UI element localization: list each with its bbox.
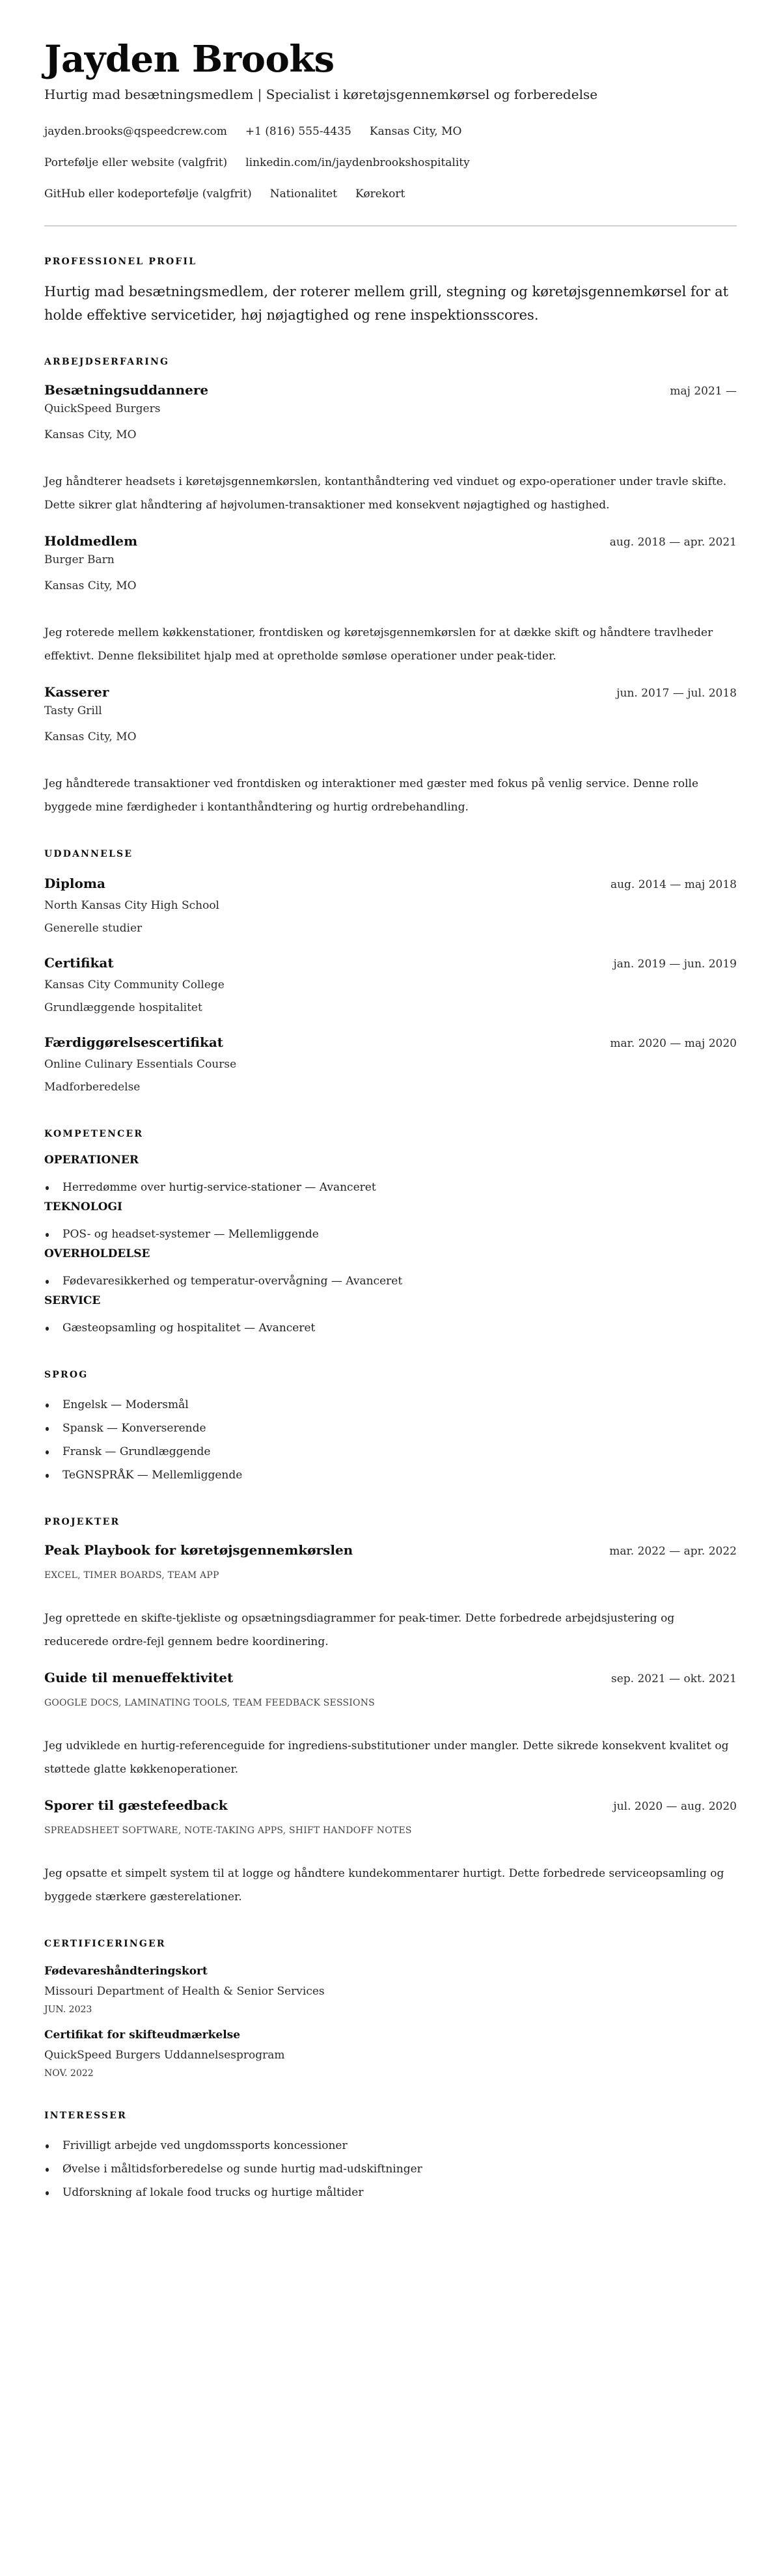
project-entry [44, 1668, 737, 1781]
section-title: SPROG [44, 1370, 89, 1380]
interest-item: Frivilligt arbejde ved ungdomssports koncessioner [62, 2134, 737, 2157]
project-description: Jeg oprettede en skifte-tjekliste og opsætningsdiagrammer for peak-timer. Dette forbedrede arbejdsjustering og reducerede ordre-fejl gennem bedre koordinering. [44, 1612, 675, 1648]
company-name: Tasty Grill [44, 704, 102, 717]
contact-info [44, 116, 737, 210]
location: Kansas City, MO [369, 125, 462, 138]
project-tools: GOOGLE DOCS, LAMINATING TOOLS, TEAM FEEDBACK SESSIONS [44, 1698, 375, 1708]
skill-category [44, 1293, 737, 1340]
project-entry [44, 1795, 737, 1909]
section-education [44, 848, 737, 1099]
header-divider [44, 225, 737, 227]
skill-category-title: SERVICE [44, 1294, 101, 1307]
skill-list [44, 1316, 737, 1340]
project-name: Guide til menueffektivitet [44, 1670, 234, 1685]
skill-category-title: OPERATIONER [44, 1154, 139, 1167]
nationality: Nationalitet [269, 187, 337, 201]
contact-row [44, 147, 737, 178]
section-languages [44, 1368, 737, 1487]
email-link[interactable]: jayden.brooks@qspeedcrew.com [44, 125, 227, 138]
drivers-license: Kørekort [355, 187, 405, 201]
job-description: Jeg håndterede transaktioner ved frontdisken og interaktioner med gæster med fokus på venlig service. Denne rolle byggede mine færdigheder i kontanthåndtering og hurtig ordrebehandling. [44, 777, 699, 814]
job-description: Jeg håndterer headsets i køretøjsgennemkørslen, kontanthåndtering ved vinduet og expo-operationer under travle skifte. Dette sikrer glat håndtering af højvolumen-transaktioner med konsekvent nøjagtighed og hastighed. [44, 475, 727, 512]
company-name: QuickSpeed Burgers [44, 402, 161, 415]
language-item: TeGNSPRÅK — Mellemliggende [62, 1463, 737, 1487]
linkedin-link[interactable]: linkedin.com/in/jaydenbrookshospitality [245, 156, 470, 169]
job-location: Kansas City, MO [44, 730, 137, 743]
section-interests [44, 2109, 737, 2204]
degree-title: Certifikat [44, 955, 114, 971]
language-item: Fransk — Grundlæggende [62, 1440, 737, 1463]
project-description: Jeg opsatte et simpelt system til at logge og håndtere kundekommentarer hurtigt. Dette forbedrede serviceopsamling og byggede stærkere gæsterelationer. [44, 1867, 724, 1904]
contact-row [44, 116, 737, 147]
job-title: Kasserer [44, 684, 109, 700]
section-title: KOMPETENCER [44, 1129, 144, 1139]
profile-summary: Hurtig mad besætningsmedlem, der roterer mellem grill, stegning og køretøjsgennemkørsel for at holde effektive servicetider, høj nøjagtighed og rene inspektionsscores. [44, 284, 729, 323]
field-of-study: Generelle studier [44, 922, 143, 935]
certification-date: JUN. 2023 [44, 2004, 92, 2015]
skill-item: Herredømme over hurtig-service-stationer — Avanceret [62, 1176, 737, 1199]
section-title: PROJEKTER [44, 1517, 120, 1527]
project-entry [44, 1540, 737, 1654]
certification-date: NOV. 2022 [44, 2068, 94, 2079]
job-title: Holdmedlem [44, 533, 138, 549]
section-projects [44, 1516, 737, 1909]
project-name: Sporer til gæstefeedback [44, 1797, 228, 1813]
skill-list [44, 1176, 737, 1199]
section-title: PROFESSIONEL PROFIL [44, 256, 197, 267]
certification-entry [44, 1962, 737, 2017]
skill-list [44, 1223, 737, 1246]
skill-category-title: TEKNOLOGI [44, 1200, 122, 1213]
language-list [44, 1393, 737, 1487]
field-of-study: Grundlæggende hospitalitet [44, 1001, 202, 1014]
degree-title: Diploma [44, 876, 105, 891]
project-description: Jeg udviklede en hurtig-referenceguide for ingrediens-substitutioner under mangler. Dette sikrede konsekvent kvalitet og støttede glatte køkkenoperationer. [44, 1739, 729, 1776]
interest-item: Udforskning af lokale food trucks og hurtige måltider [62, 2181, 737, 2204]
resume-header [44, 38, 737, 227]
skill-category-title: OVERHOLDELSE [44, 1247, 150, 1260]
education-dates: aug. 2014 — maj 2018 [610, 878, 737, 891]
candidate-name: Jayden Brooks [44, 38, 335, 81]
certification-entry [44, 2026, 737, 2081]
language-item: Spansk — Konverserende [62, 1417, 737, 1440]
interest-item: Øvelse i måltidsforberedelse og sunde hurtig mad-udskiftninger [62, 2157, 737, 2181]
skill-category [44, 1246, 737, 1293]
job-dates: jun. 2017 — jul. 2018 [616, 687, 737, 700]
school-name: Kansas City Community College [44, 978, 225, 991]
skill-item: Fødevaresikkerhed og temperatur-overvågning — Avanceret [62, 1269, 737, 1293]
education-dates: mar. 2020 — maj 2020 [610, 1037, 737, 1050]
education-dates: jan. 2019 — jun. 2019 [613, 958, 737, 971]
section-profile [44, 255, 737, 327]
interest-list [44, 2134, 737, 2204]
job-location: Kansas City, MO [44, 579, 137, 592]
experience-entry [44, 531, 737, 668]
experience-entry [44, 380, 737, 517]
project-dates: jul. 2020 — aug. 2020 [613, 1800, 737, 1813]
education-entry [44, 953, 737, 1019]
project-name: Peak Playbook for køretøjsgennemkørslen [44, 1542, 353, 1558]
section-title: INTERESSER [44, 2111, 127, 2121]
job-dates: maj 2021 — [670, 385, 737, 398]
section-title: ARBEJDSERFARING [44, 357, 170, 367]
skill-category [44, 1199, 737, 1246]
phone-number[interactable]: +1 (816) 555-4435 [245, 125, 351, 138]
section-title: CERTIFICERINGER [44, 1939, 166, 1949]
section-certifications [44, 1937, 737, 2081]
certification-issuer: Missouri Department of Health & Senior Services [44, 1985, 325, 1998]
job-description: Jeg roterede mellem køkkenstationer, frontdisken og køretøjsgennemkørslen for at dække skift og håndtere travlheder effektivt. Denne fleksibilitet hjalp med at opretholde sømløse operationer under peak-tider. [44, 626, 713, 663]
contact-row [44, 178, 737, 210]
skill-item: Gæsteopsamling og hospitalitet — Avanceret [62, 1316, 737, 1340]
portfolio-link[interactable]: Portefølje eller website (valgfrit) [44, 156, 228, 169]
job-location: Kansas City, MO [44, 428, 137, 441]
skill-list [44, 1269, 737, 1293]
section-title: UDDANNELSE [44, 849, 133, 859]
job-title: Besætningsuddannere [44, 382, 209, 398]
skill-item: POS- og headset-systemer — Mellemliggende [62, 1223, 737, 1246]
school-name: North Kansas City High School [44, 899, 219, 912]
language-item: Engelsk — Modersmål [62, 1393, 737, 1417]
section-skills [44, 1128, 737, 1340]
school-name: Online Culinary Essentials Course [44, 1058, 237, 1071]
headline: Hurtig mad besætningsmedlem | Specialist i køretøjsgennemkørsel og forberedelse [44, 87, 598, 102]
education-entry [44, 874, 737, 940]
section-experience [44, 355, 737, 819]
degree-title: Færdiggørelsescertifikat [44, 1034, 224, 1050]
skill-category [44, 1152, 737, 1199]
company-name: Burger Barn [44, 553, 115, 566]
certification-issuer: QuickSpeed Burgers Uddannelsesprogram [44, 2049, 285, 2062]
education-entry [44, 1032, 737, 1099]
project-dates: sep. 2021 — okt. 2021 [611, 1672, 737, 1685]
job-dates: aug. 2018 — apr. 2021 [609, 536, 737, 549]
certification-name: Certifikat for skifteudmærkelse [44, 2029, 241, 2042]
project-tools: SPREADSHEET SOFTWARE, NOTE-TAKING APPS, SHIFT HANDOFF NOTES [44, 1825, 412, 1836]
field-of-study: Madforberedelse [44, 1081, 141, 1094]
github-link[interactable]: GitHub eller kodeportefølje (valgfrit) [44, 187, 252, 201]
project-tools: EXCEL, TIMER BOARDS, TEAM APP [44, 1570, 219, 1581]
project-dates: mar. 2022 — apr. 2022 [609, 1545, 737, 1558]
certification-name: Fødevareshåndteringskort [44, 1965, 208, 1978]
experience-entry [44, 682, 737, 819]
